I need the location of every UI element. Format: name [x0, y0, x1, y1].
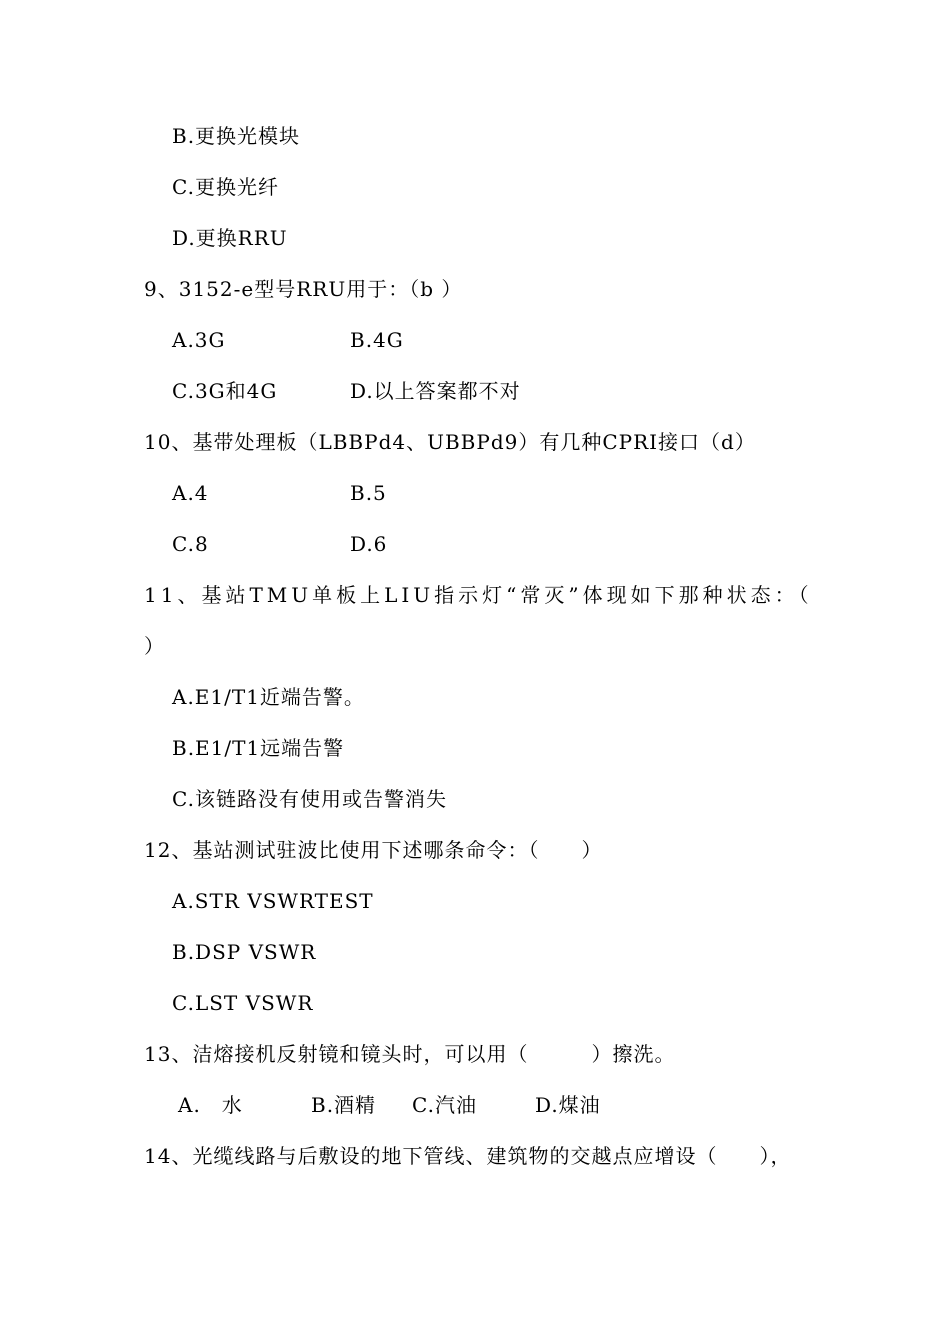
- q11-option-b: B.E1/T1远端告警: [172, 736, 345, 760]
- q9-option-c: C.3G和4G: [172, 379, 278, 403]
- question-14: 14、光缆线路与后敷设的地下管线、建筑物的交越点应增设（ ），: [144, 1144, 792, 1168]
- question-10: 10、基带处理板（LBBPd4、UBBPd9）有几种CPRI接口（d）: [144, 430, 756, 454]
- q12-option-a: A.STR VSWRTEST: [172, 889, 374, 913]
- q12-option-b: B.DSP VSWR: [172, 940, 317, 964]
- q11-option-a: A.E1/T1近端告警。: [172, 685, 365, 709]
- q10-option-d: D.6: [350, 532, 388, 556]
- q13-option-c: C.汽油: [412, 1093, 477, 1117]
- q9-option-a: A.3G: [172, 328, 226, 352]
- question-11-line1: 11、基站TMU单板上LIU指示灯“常灭”体现如下那种状态：（: [144, 583, 813, 607]
- question-11-line2: ）: [144, 634, 165, 658]
- q13-option-a: A. 水: [178, 1093, 243, 1117]
- question-9: 9、3152-e型号RRU用于：（b ）: [144, 277, 463, 301]
- option-prev-c: C.更换光纤: [172, 175, 279, 199]
- q12-option-c: C.LST VSWR: [172, 991, 314, 1015]
- option-prev-b: B.更换光模块: [172, 124, 301, 148]
- q11-option-c: C.该链路没有使用或告警消失: [172, 787, 447, 811]
- q10-option-c: C.8: [172, 532, 209, 556]
- question-12: 12、基站测试驻波比使用下述哪条命令：（ ）: [144, 838, 603, 862]
- q10-option-b: B.5: [350, 481, 387, 505]
- q9-option-b: B.4G: [350, 328, 404, 352]
- option-prev-d: D.更换RRU: [172, 226, 288, 250]
- q13-option-d: D.煤油: [535, 1093, 601, 1117]
- q10-option-a: A.4: [172, 481, 209, 505]
- question-13: 13、洁熔接机反射镜和镜头时，可以用（ ）擦洗。: [144, 1042, 676, 1066]
- q13-option-b: B.酒精: [311, 1093, 377, 1117]
- q9-option-d: D.以上答案都不对: [350, 379, 521, 403]
